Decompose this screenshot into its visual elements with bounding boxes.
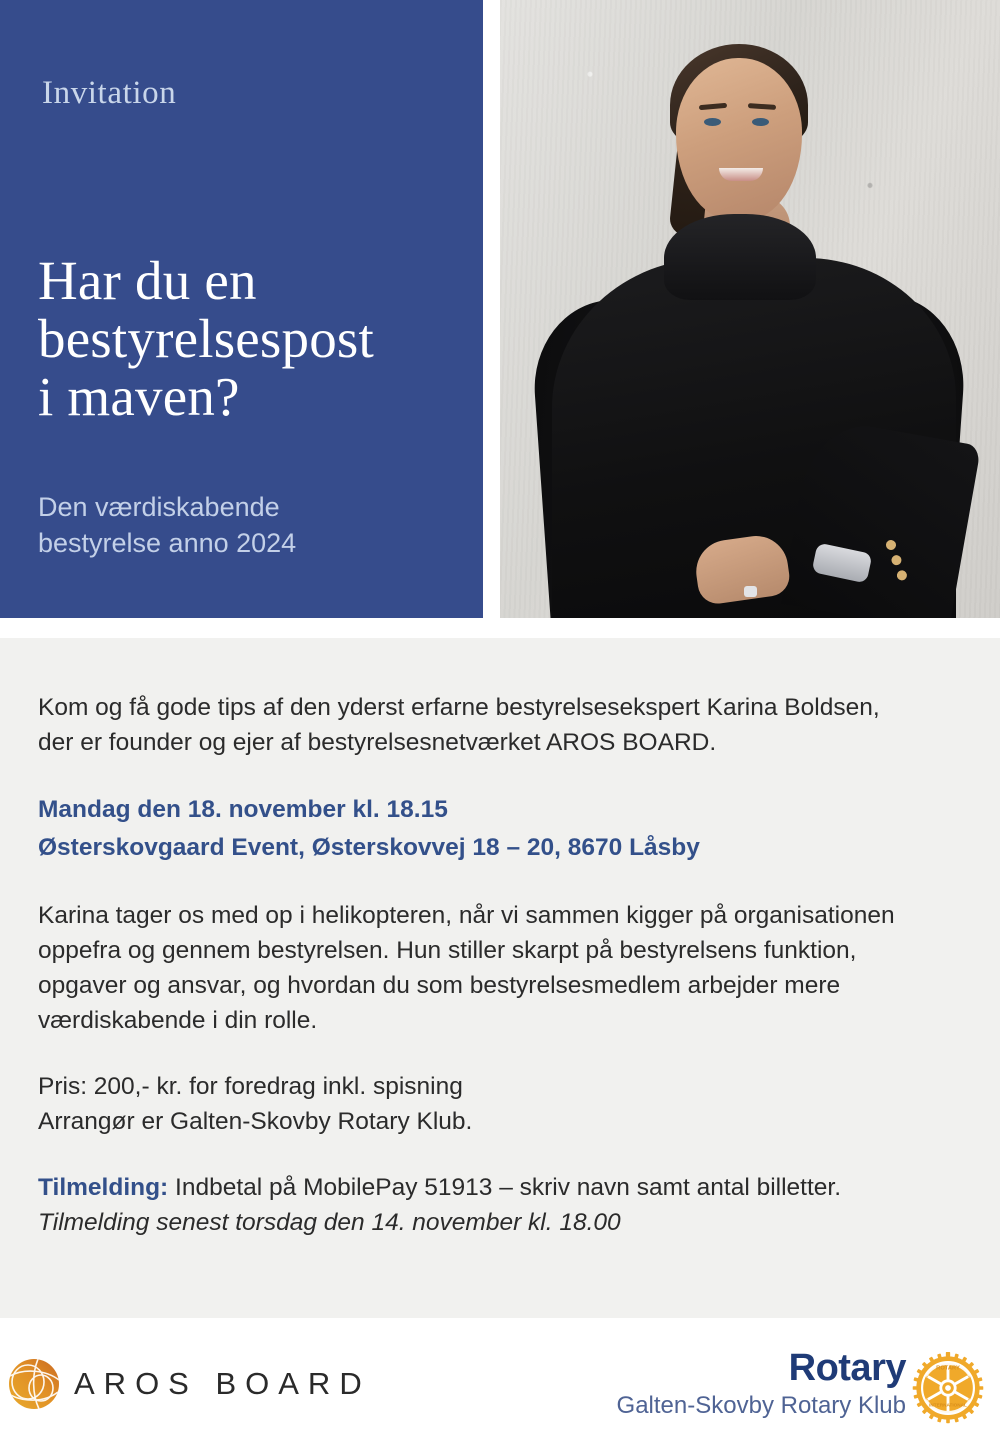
page-title [38, 252, 458, 426]
rotary-gearwheel-icon [912, 1352, 984, 1424]
portrait-figure [500, 0, 1000, 618]
subtitle-line-1: Den værdiskabende [38, 492, 280, 522]
figure-left-eye [704, 118, 721, 126]
footer-section [0, 1318, 1000, 1435]
title-line-3: i maven? [38, 366, 240, 427]
hero-section [0, 0, 1000, 620]
description-line-2: oppefra og gennem bestyrelsen. Hun stiller skarpt på bestyrelsens funktion, [38, 937, 857, 964]
description-line-4: værdiskabende i din rolle. [38, 1007, 318, 1034]
invitation-copy [38, 690, 956, 1240]
rotary-mark-top-label: ROTARY [936, 1365, 960, 1372]
intro-line-2: der er founder og ejer af bestyrelsesnetværket AROS BOARD. [38, 729, 717, 756]
description-line-1: Karina tager os med op i helikopteren, når vi sammen kigger på organisationen [38, 902, 895, 929]
subtitle-line-2: bestyrelse anno 2024 [38, 528, 297, 558]
signup-deadline: Tilmelding senest torsdag den 14. november kl. 18.00 [38, 1209, 621, 1236]
rotary-club-name: Galten-Skovby Rotary Klub [616, 1392, 906, 1419]
figure-head [676, 58, 802, 220]
hero-blue-panel [0, 0, 483, 618]
rotary-mark-bottom-label: INTERNATIONAL [929, 1402, 967, 1408]
paragraph-intro [38, 690, 956, 760]
title-line-1: Har du en [38, 250, 257, 311]
aros-board-wordmark: AROS BOARD [74, 1366, 371, 1401]
body-section [0, 638, 1000, 1318]
aros-board-logo[interactable] [8, 1358, 371, 1410]
signup-instructions: Indbetal på MobilePay 51913 – skriv navn samt antal billetter. [168, 1174, 841, 1201]
rotary-club-logo[interactable] [616, 1346, 984, 1424]
paragraph-event-details [38, 791, 956, 867]
page-subtitle [38, 489, 458, 561]
signup-label: Tilmelding: [38, 1174, 169, 1201]
speaker-portrait-photo [500, 0, 1000, 618]
invitation-kicker: Invitation [42, 75, 177, 111]
figure-mouth [719, 168, 763, 181]
rotary-wordmark: Rotary [788, 1347, 906, 1389]
intro-line-1: Kom og få gode tips af den yderst erfarne bestyrelsesekspert Karina Boldsen, [38, 694, 880, 721]
figure-ring [744, 586, 757, 597]
signup-line [38, 1170, 956, 1205]
paragraph-description [38, 898, 956, 1038]
figure-right-eye [752, 118, 769, 126]
price-line: Pris: 200,- kr. for foredrag inkl. spisning [38, 1073, 463, 1100]
paragraph-signup [38, 1170, 956, 1240]
title-line-2: bestyrelsespost [38, 308, 375, 369]
description-line-3: opgaver og ansvar, og hvordan du som bestyrelsesmedlem arbejder mere [38, 972, 841, 999]
event-venue: Østerskovgaard Event, Østerskovvej 18 – 20, 8670 Låsby [38, 834, 700, 861]
aros-sphere-icon [8, 1358, 60, 1410]
paragraph-price [38, 1069, 956, 1139]
organizer-line: Arrangør er Galten-Skovby Rotary Klub. [38, 1108, 473, 1135]
figure-turtleneck-collar [664, 214, 816, 300]
event-datetime: Mandag den 18. november kl. 18.15 [38, 796, 448, 823]
